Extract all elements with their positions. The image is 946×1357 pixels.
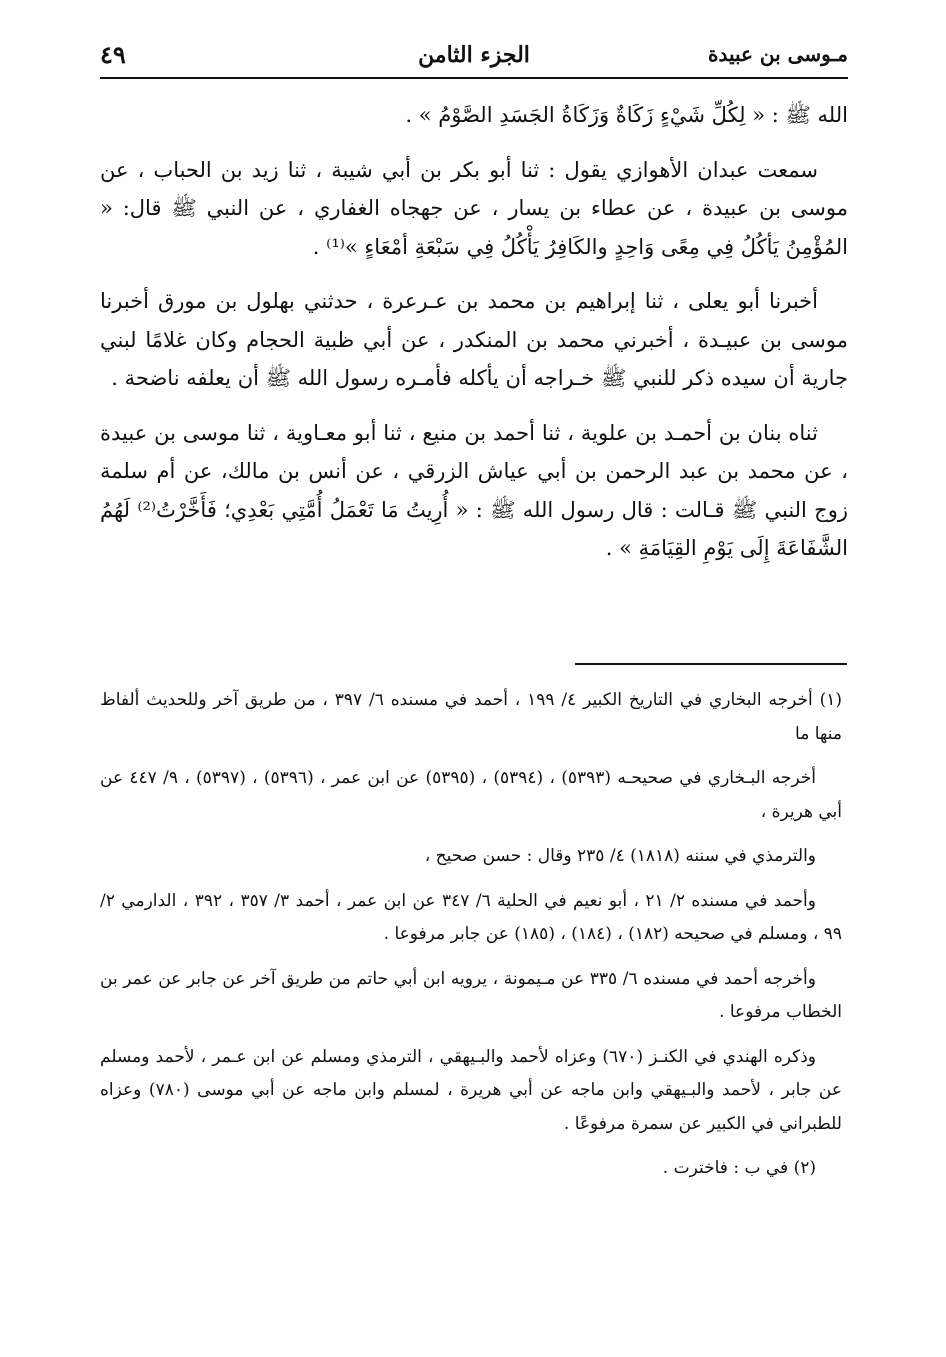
running-title-author: مـوسى بن عبيدة xyxy=(707,42,848,66)
footnote-1-continuation-c: وأحمد في مسنده ٢/ ٢١ ، أبو نعيم في الحلية ٦/ ٣٤٧ عن ابن عمر ، أحمد ٣/ ٣٥٧ ، ٣٩٢ ، الدارمي ٢/ ٩٩ ، ومسلم في صحيحه (١٨٢) ، (١٨٤) ، (١٨٥) عن جابر مرفوعا . xyxy=(100,890,842,944)
paragraph-3: أخبرنا أبو يعلى ، ثنا إبراهيم بن محمد بن عـرعرة ، حدثني بهلول بن مورق أخبرنا موسى بن عبيـدة ، أخبرني محمد بن المنكدر ، عن أبي ظبية الحجام وكان غلامًا لبني جارية أن سيده ذكر للنبي ﷺ خـراجه أن يأكله فأمـره رسول الله ﷺ أن يعلفه ناضحة . xyxy=(100,289,848,390)
page-header xyxy=(100,40,848,74)
paragraph-2: سمعت عبدان الأهوازي يقول : ثنا أبو بكر بن أبي شيبة ، ثنا زيد بن الحباب ، عن موسى بن عبيدة ، عن عطاء بن يسار ، عن جهجاه الغفاري ، عن النبي ﷺ قال: « المُؤْمِنُ يَأكُلُ فِي مِعًى وَاحِدٍ والكَافِرُ يَأْكُلُ فِي سَبْعَةِ أمْعَاءٍ »⁽¹⁾ . xyxy=(100,157,848,259)
footnote-1-continuation-d: وأخرجه أحمد في مسنده ٦/ ٣٣٥ عن مـيمونة ، يرويه ابن أبي حاتم من طريق آخر عن جابر عن عمر بن الخطاب مرفوعا . xyxy=(100,968,842,1022)
footnote-1-continuation-e: وذكره الهندي في الكنـز (٦٧٠) وعزاه لأحمد والبـيهقي ، الترمذي ومسلم عن ابن عـمر ، لأحمد ومسلم عن جابر ، لأحمد والبـيهقي وابن ماجه عن أبي هريرة ، لمسلم وابن ماجه عن أبي موسى (٧٨٠) وعزاه للطبراني في الكبير عن سمرة مرفوعًا . xyxy=(100,1046,842,1134)
page-number: ٤٩ xyxy=(100,40,126,69)
header-rule xyxy=(100,77,848,79)
footnotes xyxy=(100,684,842,1197)
footnote-separator xyxy=(575,663,847,665)
running-title-volume: الجزء الثامن xyxy=(418,42,530,68)
footnote-1-continuation-a: أخرجه البـخاري في صحيحـه (٥٣٩٣) ، (٥٣٩٤) ، (٥٣٩٥) عن ابن عمر ، (٥٣٩٦) ، (٥٣٩٧) ، ٩/ ٤٤٧ عن أبي هريرة ، xyxy=(100,768,842,822)
paragraph-1: الله ﷺ : « لِكُلِّ شَيْءٍ زَكَاةٌ وَزَكَاةُ الجَسَدِ الصَّوْمُ » . xyxy=(405,103,848,127)
paragraph-4: ثناه بنان بن أحمـد بن علوية ، ثنا أحمد بن منيع ، ثنا أبو معـاوية ، ثنا موسى بن عبيدة ، عن محمد بن عبد الرحمن بن أبي عياش الزرقي ، عن أنس بن مالك، عن أم سلمة زوج النبي ﷺ قـالت : قال رسول الله ﷺ : « أُرِيتُ مَا تَعْمَلُ أُمَّتِي بَعْدِي؛ فَأَخَّرْتُ⁽²⁾ لَهُمُ الشَّفَاعَةَ إِلَى يَوْمِ القِيَامَةِ » . xyxy=(100,420,849,560)
footnote-1-continuation-b: والترمذي في سننه (١٨١٨) ٤/ ٢٣٥ وقال : حسن صحيح ، xyxy=(424,846,816,866)
main-text xyxy=(100,96,848,584)
footnote-1: (١) أخرجه البخاري في التاريخ الكبير ٤/ ١٩٩ ، أحمد في مسنده ٦/ ٣٩٧ ، من طريق آخر وللحديث ألفاظ منها ما xyxy=(100,690,842,744)
footnote-2: (٢) في ب : فاخترت . xyxy=(662,1158,816,1178)
